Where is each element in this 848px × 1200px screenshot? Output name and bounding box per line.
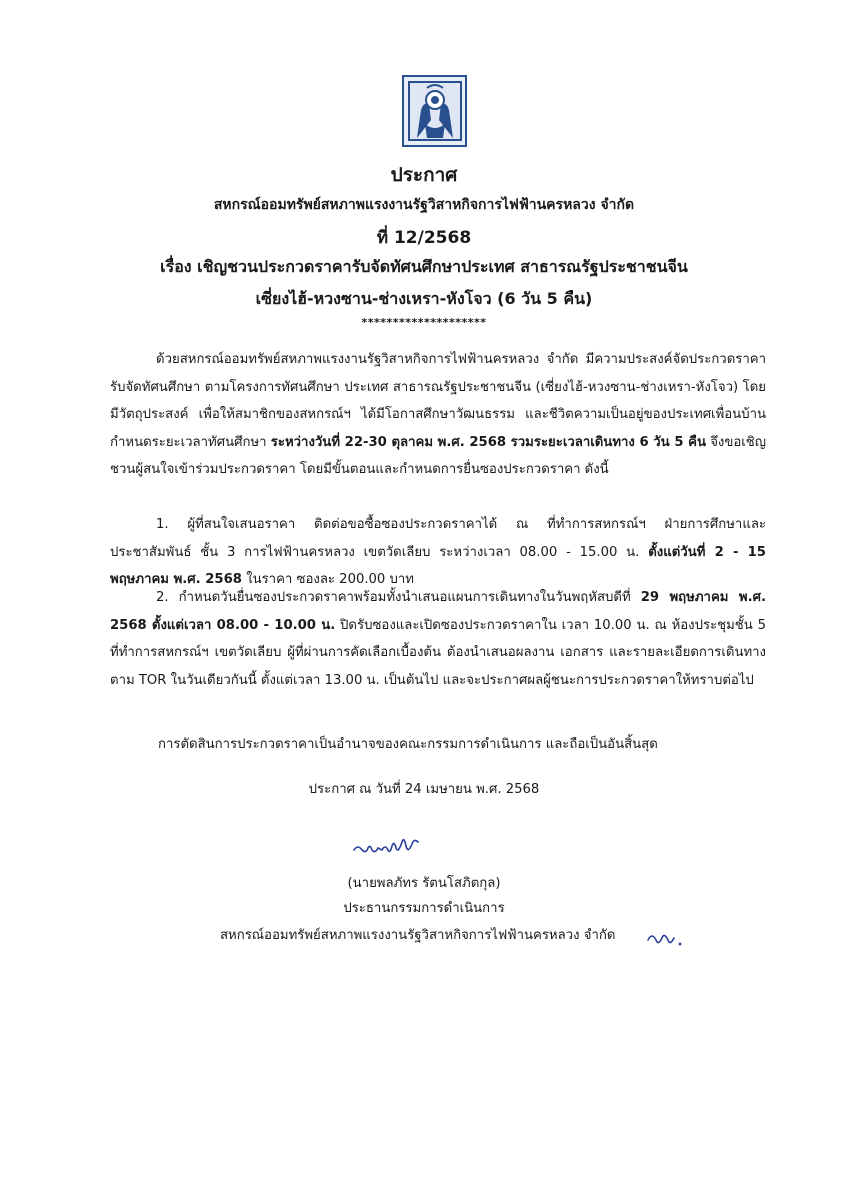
organization-name: สหกรณ์ออมทรัพย์สหภาพแรงงานรัฐวิสาหกิจการไฟฟ้านครหลวง จำกัด — [213, 197, 635, 213]
subject-line-2: เซี่ยงไฮ้-หวงซาน-ช่างเหรา-หังโจว (6 วัน 5 คืน) — [255, 289, 593, 308]
cooperative-logo — [402, 75, 467, 147]
step-2-details: ปิดรับซองและเปิดซองประกวดราคาใน เวลา 10.00 น. ณ ห้องประชุมชั้น 5 ที่ทำการสหกรณ์ฯ เขตวัดเลียบ ผู้ที่ผ่านการคัดเลือกเบื้องต้น ต้องนำเสนอผลงาน เอกสาร และรายละเอียดการเดินทางตาม TOR ในวันเดียวกันนี้ ตั้งแต่เวลา 13.00 น. เป็นต้นไป และจะประกาศผลผู้ชนะการประกวดราคาให้ทราบต่อไป — [110, 617, 766, 688]
header-separator: ******************** — [361, 316, 487, 329]
announcement-date: ประกาศ ณ วันที่ 24 เมษายน พ.ศ. 2568 — [308, 782, 540, 797]
signer-name: (นายพลภัทร รัตนโสภิตกุล) — [347, 876, 501, 891]
trip-period: ระหว่างวันที่ 22-30 ตุลาคม พ.ศ. 2568 รวมระยะเวลาเดินทาง 6 วัน 5 คืน — [270, 434, 706, 450]
signer-organization: สหกรณ์ออมทรัพย์สหภาพแรงงานรัฐวิสาหกิจการไฟฟ้านครหลวง จำกัด — [220, 928, 616, 943]
paragraph-step-2 — [110, 584, 766, 694]
intro-text: ด้วยสหกรณ์ออมทรัพย์สหภาพแรงงานรัฐวิสาหกิจการไฟฟ้านครหลวง จำกัด มีความประสงค์จัดประกวดราคารับจัดทัศนศึกษา ตามโครงการทัศนศึกษา ประเทศ สาธารณรัฐประชาชนจีน (เซี่ยงไฮ้-หวงซาน-ช่างเหรา-หังโจว) โดยมีวัตถุประสงค์ เพื่อให้สมาชิกของสหกรณ์ฯ ได้มีโอกาสศึกษาวัฒนธรรม และชีวิตความเป็นอยู่ของประเทศเพื่อนบ้าน กำหนดระยะเวลาทัศนศึกษา — [110, 352, 766, 450]
step-2-date-time: 29 พฤษภาคม พ.ศ. 2568 ตั้งแต่เวลา 08.00 - 10.00 น. — [110, 590, 766, 633]
subject-line-1: เรื่อง เชิญชวนประกวดราคารับจัดทัศนศึกษาประเทศ สาธารณรัฐประชาชนจีน — [160, 257, 688, 276]
step-1-dates: ตั้งแต่วันที่ 2 - 15 พฤษภาคม พ.ศ. 2568 — [110, 544, 766, 587]
step-1-price: ในราคา ซองละ 200.00 บาท — [241, 572, 414, 587]
intro-invitation: จึงขอเชิญชวนผู้สนใจเข้าร่วมประกวดราคา โดยมีขั้นตอนและกำหนดการยื่นซองประกวดราคา ดังนี้ — [110, 434, 766, 477]
paragraph-decision: การตัดสินการประกวดราคาเป็นอำนาจของคณะกรรมการดำเนินการ และถือเป็นอันสิ้นสุด — [158, 737, 658, 752]
step-2-text: 2. กำหนดวันยื่นซองประกวดราคาพร้อมทั้งนำเสนอแผนการเดินทางในวันพฤหัสบดีที่ — [156, 590, 641, 605]
announcement-number: ที่ 12/2568 — [376, 228, 472, 248]
paragraph-intro — [110, 346, 766, 484]
step-1-text: 1. ผู้ที่สนใจเสนอราคา ติดต่อขอซื้อซองประกวดราคาได้ ณ ที่ทำการสหกรณ์ฯ ฝ่ายการศึกษาและประชาสัมพันธ์ ชั้น 3 การไฟฟ้านครหลวง เขตวัดเลียบ ระหว่างเวลา 08.00 - 15.00 น. — [110, 517, 766, 560]
handwritten-signature — [352, 832, 432, 860]
handwritten-initials — [646, 926, 684, 948]
announcement-title: ประกาศ — [390, 164, 458, 186]
paragraph-step-1 — [110, 511, 766, 594]
union-emblem-icon — [407, 80, 463, 142]
signer-position: ประธานกรรมการดำเนินการ — [343, 901, 505, 916]
